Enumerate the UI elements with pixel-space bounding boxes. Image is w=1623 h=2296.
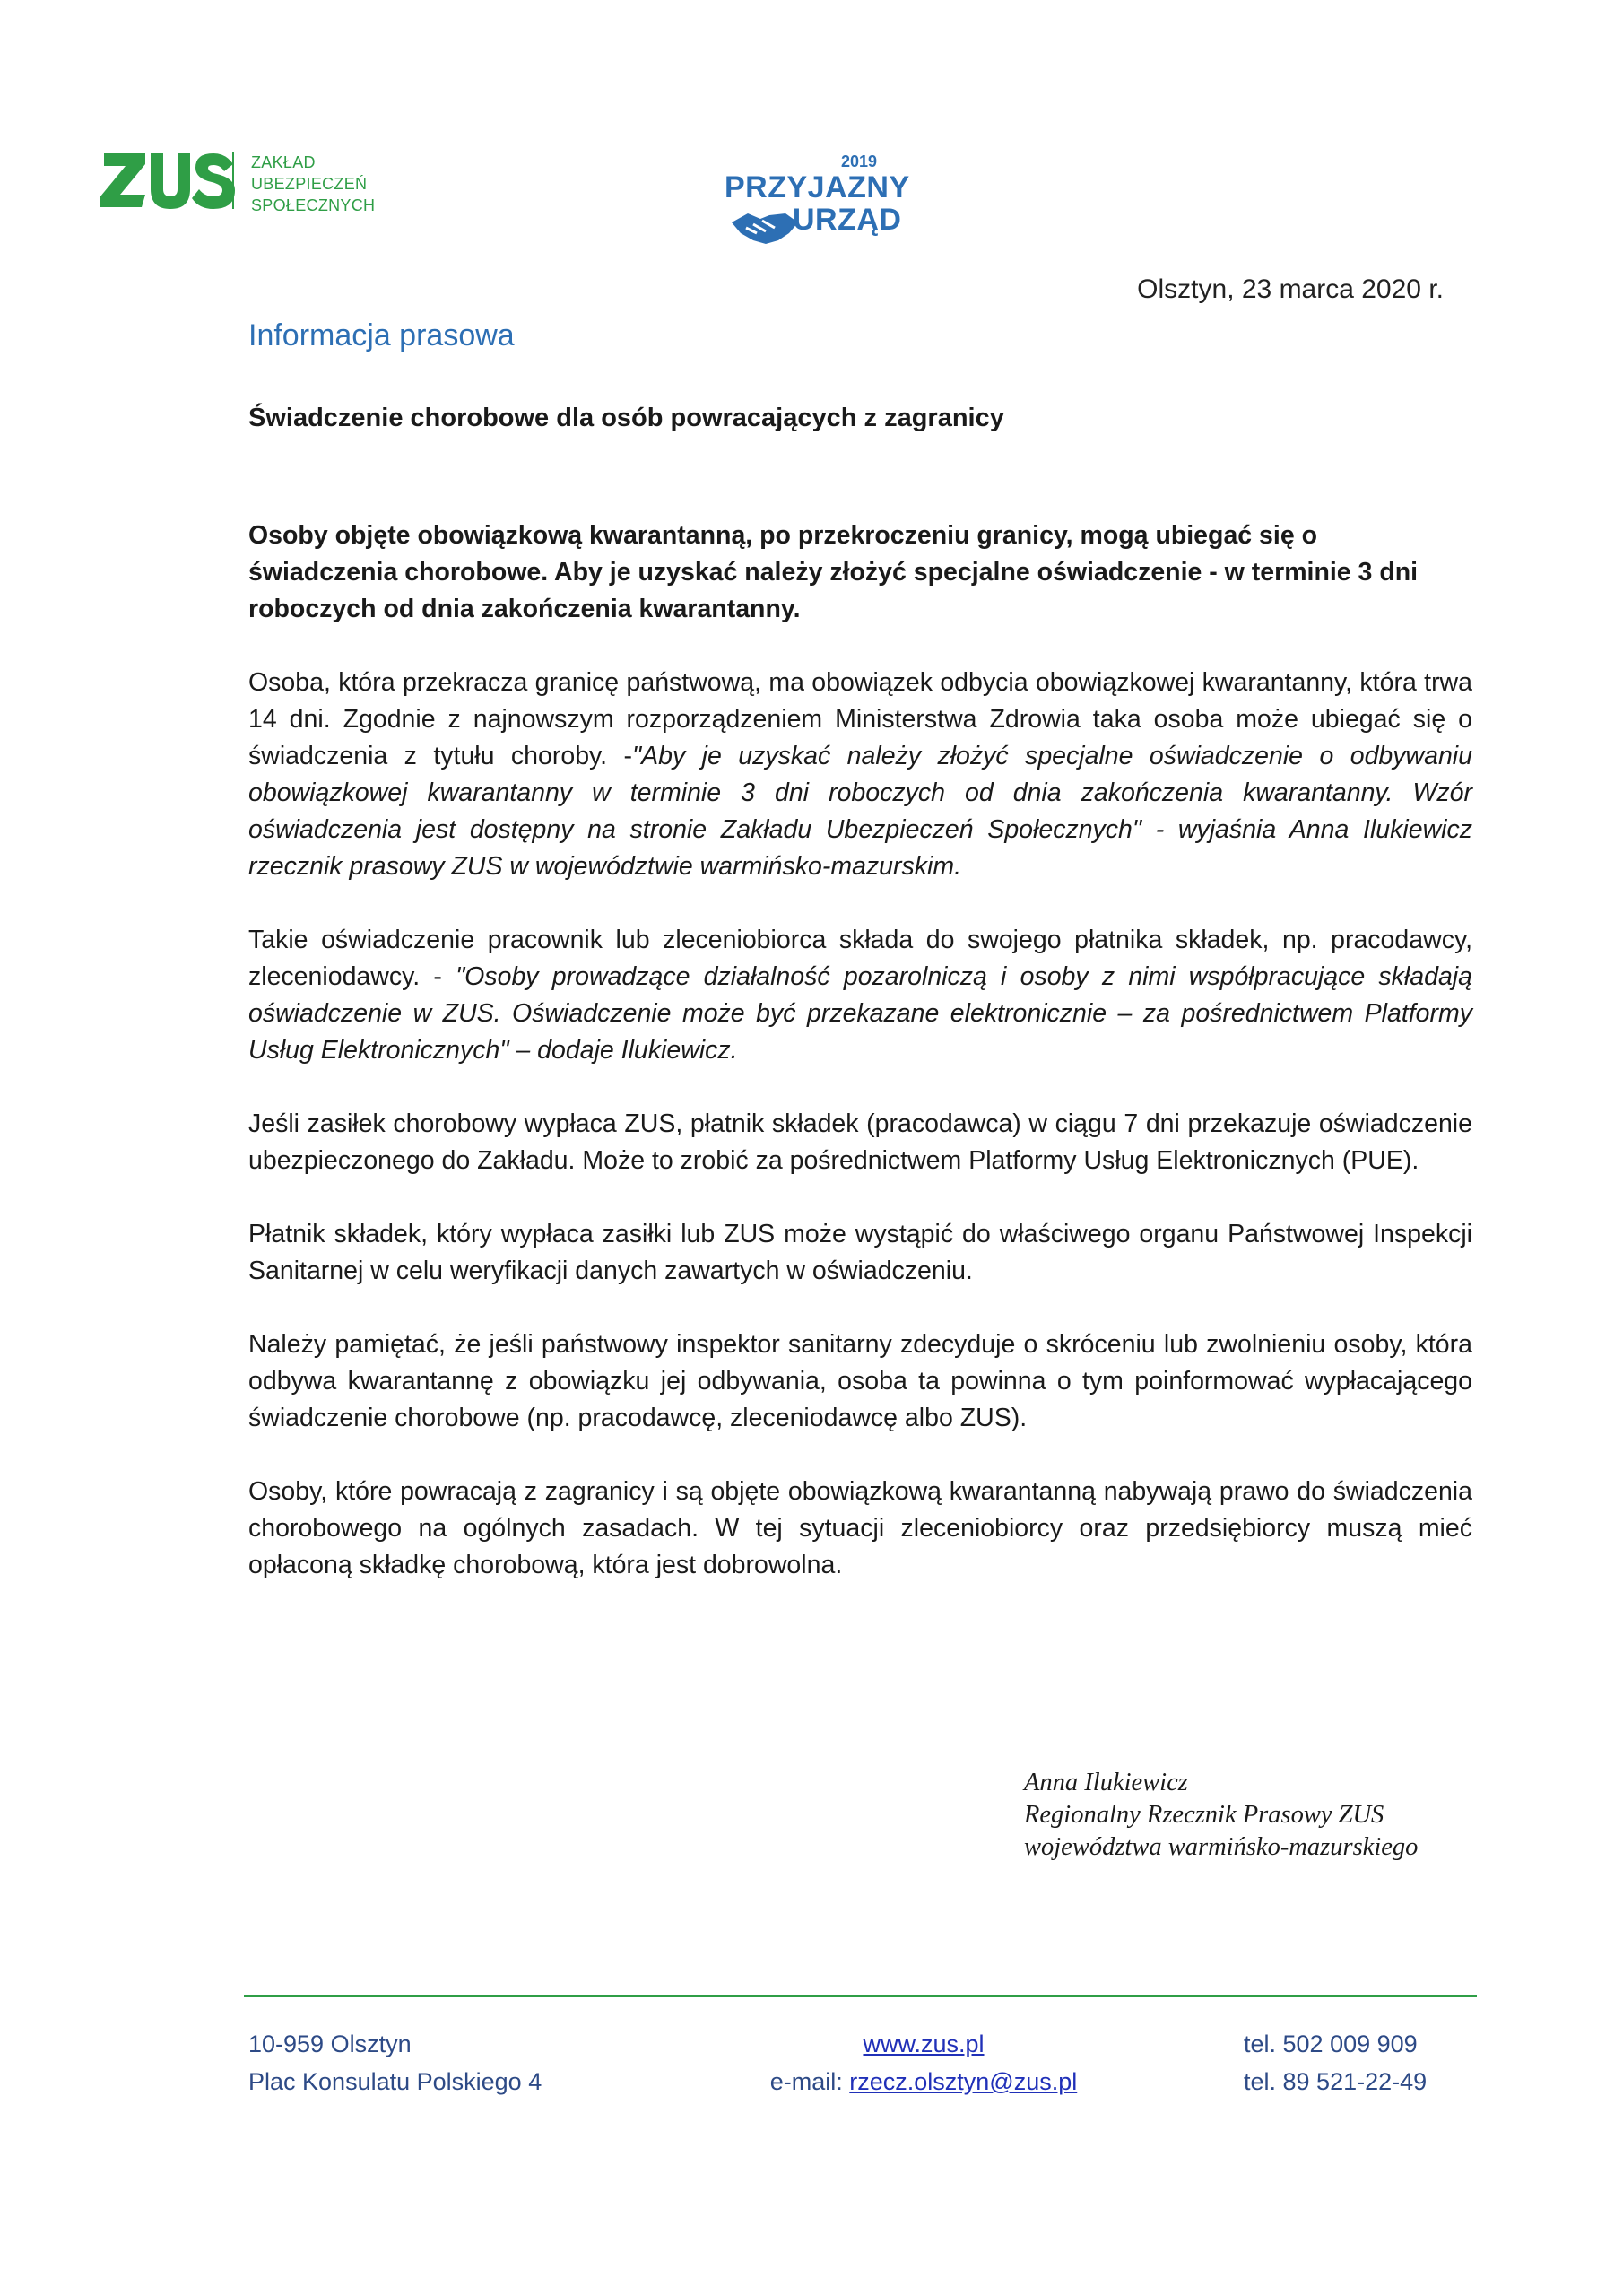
paragraph-4: Płatnik składek, który wypłaca zasiłki lub ZUS może wystąpić do właściwego organu Państwowej Inspekcji Sanitarnej w celu weryfikacji danych zawartych w oświadczeniu. xyxy=(248,1220,1472,1285)
paragraph-5: Należy pamiętać, że jeśli państwowy inspektor sanitarny zdecyduje o skróceniu lub zwolnieniu osoby, która odbywa kwarantannę z obowiązku jej odbywania, osoba ta powinna o tym poinformować wypłacającego świadczenie chorobowe (np. pracodawcę, zleceniodawcę albo ZUS). xyxy=(248,1330,1472,1432)
footer-phone-1: tel. 502 009 909 xyxy=(1244,2031,1418,2057)
footer-address xyxy=(248,2025,542,2100)
paragraph-1 xyxy=(248,665,1472,885)
paragraph-6: Osoby, które powracają z zagranicy i są objęte obowiązkową kwarantanną nabywają prawo do świadczenia chorobowego na ogólnych zasadach. W tej sytuacji zleceniobiorcy oraz przedsiębiorcy muszą mieć opłaconą składkę chorobową, która jest dobrowolna. xyxy=(248,1477,1472,1579)
signature-block xyxy=(1024,1767,1490,1864)
footer-street: Plac Konsulatu Polskiego 4 xyxy=(248,2068,542,2095)
zus-logo-line-3: SPOŁECZNYCH xyxy=(251,196,376,214)
signature-name: Anna Ilukiewicz xyxy=(1024,1769,1188,1796)
footer-contact xyxy=(753,2025,1094,2100)
handshake-icon xyxy=(730,206,800,246)
signature-region: województwa warmińsko-mazurskiego xyxy=(1024,1833,1419,1861)
paragraph-1-text: Osoba, która przekracza granicę państwową, ma obowiązek odbycia obowiązkowej kwarantanny, która trwa 14 dni. Zgodnie z najnowszym rozporządzeniem Ministerstwa Zdrowia taka osoba może ubiegać się o świadczenia z tytułu choroby. - xyxy=(248,668,1472,770)
footer-phone-2: tel. 89 521-22-49 xyxy=(1244,2068,1428,2095)
przyjazny-urzad-badge xyxy=(725,152,910,251)
zus-mark-icon xyxy=(99,148,242,220)
paragraph-1-quote: "Aby je uzyskać należy złożyć specjalne oświadczenie o odbywaniu obowiązkowej kwarantanny w terminie 3 dni roboczych od dnia zakończenia kwarantanny. Wzór oświadczenia jest dostępny na stronie Zakładu Ubezpieczeń Społecznych" - wyjaśnia Anna Ilukiewicz rzecznik prasowy ZUS w województwie warmińsko-mazurskim. xyxy=(248,742,1472,881)
dateline: Olsztyn, 23 marca 2020 r. xyxy=(1137,274,1444,304)
paragraph-2-quote: "Osoby prowadzące działalność pozarolniczą i osoby z nimi współpracujące składają oświadczenie w ZUS. Oświadczenie może być przekazane elektronicznie – za pośrednictwem Platformy Usług Elektronicznych" – dodaje Ilukiewicz. xyxy=(248,962,1472,1065)
badge-line-1: PRZYJAZNY xyxy=(725,170,910,204)
email-label: e-mail: xyxy=(769,2068,850,2095)
email-link[interactable]: rzecz.olsztyn@zus.pl xyxy=(849,2068,1078,2095)
paragraph-2 xyxy=(248,922,1472,1069)
document-type-heading: Informacja prasowa xyxy=(248,318,515,352)
press-release-body xyxy=(248,517,1472,1621)
badge-line-2: URZĄD xyxy=(793,203,902,237)
footer-phones xyxy=(1244,2025,1427,2100)
website-link[interactable]: www.zus.pl xyxy=(863,2031,985,2057)
badge-year: 2019 xyxy=(841,152,878,170)
zus-logo xyxy=(99,148,395,220)
zus-logo-line-2: UBEZPIECZEŃ xyxy=(251,175,368,193)
zus-logo-line-1: ZAKŁAD xyxy=(251,153,316,171)
signature-title: Regionalny Rzecznik Prasowy ZUS xyxy=(1024,1801,1384,1829)
paragraph-3: Jeśli zasiłek chorobowy wypłaca ZUS, płatnik składek (pracodawca) w ciągu 7 dni przekazuje oświadczenie ubezpieczonego do Zakładu. Może to zrobić za pośrednictwem Platformy Usług Elektronicznych (PUE). xyxy=(248,1109,1472,1175)
footer-postal: 10-959 Olsztyn xyxy=(248,2031,412,2057)
press-release-title: Świadczenie chorobowe dla osób powracających z zagranicy xyxy=(248,404,1004,432)
lead-paragraph: Osoby objęte obowiązkową kwarantanną, po przekroczeniu granicy, mogą ubiegać się o świadczenia chorobowe. Aby je uzyskać należy złożyć specjalne oświadczenie - w terminie 3 dni roboczych od dnia zakończenia kwarantanny. xyxy=(248,521,1419,623)
footer-email-row xyxy=(753,2063,1094,2100)
paragraph-2-text: Takie oświadczenie pracownik lub zleceniobiorca składa do swojego płatnika składek, np. pracodawcy, zleceniodawcy. - xyxy=(248,926,1472,991)
footer-divider xyxy=(244,1995,1477,1997)
